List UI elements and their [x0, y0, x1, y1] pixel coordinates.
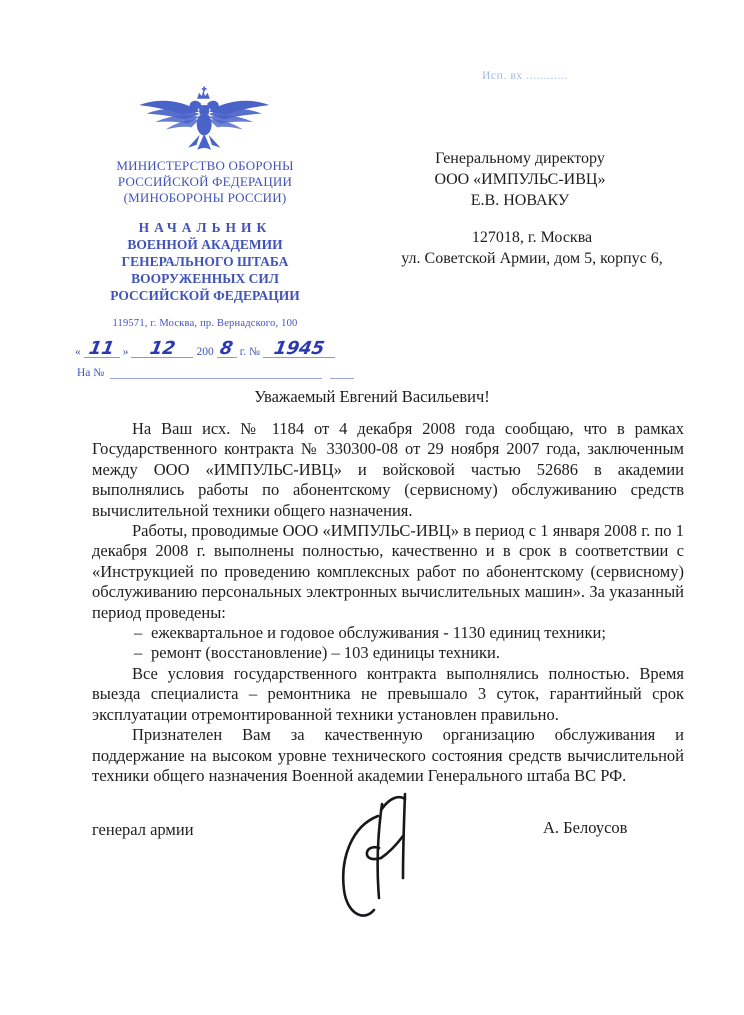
- ministry-line: (МИНОБОРОНЫ РОССИИ): [123, 190, 287, 205]
- recipient-block: [370, 148, 670, 211]
- salutation: Уважаемый Евгений Васильевич!: [254, 387, 490, 406]
- sender-title-line: НАЧАЛЬНИК: [138, 220, 272, 235]
- sender-title-line: ВООРУЖЕННЫХ СИЛ: [131, 271, 279, 286]
- sender-address: 119571, г. Москва, пр. Вернадского, 100: [112, 318, 298, 329]
- list-item-text: ежеквартальное и годовое обслуживания - 1130 единиц техники;: [151, 623, 606, 643]
- number-sign: №: [249, 346, 261, 358]
- ministry-name-block: [55, 158, 355, 206]
- open-quote: «: [74, 346, 81, 358]
- blank-underline: [110, 366, 322, 379]
- paragraph-4: Признателен Вам за качественную организацию обслуживания и поддержание на высоком уровне технического состояния средств вычислительной техники общего назначения Военной академии Генерального штаба ВС РФ.: [92, 725, 684, 785]
- recipient-address-block: [362, 227, 702, 269]
- sender-title-line: ВОЕННОЙ АКАДЕМИИ: [127, 237, 283, 252]
- recipient-address-line: 127018, г. Москва: [471, 229, 593, 246]
- recipient-line: ООО «ИМПУЛЬС-ИВЦ»: [434, 171, 606, 188]
- handwritten-year-digit: 8: [218, 338, 235, 359]
- sender-title-block: [55, 219, 355, 304]
- na-no-label: На №: [77, 367, 105, 379]
- year-printed: 200: [196, 346, 214, 358]
- recipient-line: Е.В. НОВАКУ: [470, 192, 570, 209]
- blank-underline-short: [330, 366, 354, 379]
- list-item: [92, 643, 684, 663]
- signer-name: А. Белоусов: [543, 818, 628, 837]
- close-quote: »: [122, 346, 129, 358]
- recipient-address-line: ул. Советской Армии, дом 5, корпус 6,: [401, 250, 663, 267]
- paragraph-2: Работы, проводимые ООО «ИМПУЛЬС-ИВЦ» в период с 1 января 2008 г. по 1 декабря 2008 г. выполнены полностью, качественно и в срок в соответствии с «Инструкцией по проведению комплексных работ по абонентскому (сервисному) обслуживанию персональных электронных вычислительных машин». За указанный период проведены:: [92, 521, 684, 622]
- paragraph-3: Все условия государственного контракта выполнялись полностью. Время выезда специалиста – ремонтника не превышало 3 суток, гарантийный срок эксплуатации отремонтированной техники установлен правильно.: [92, 663, 684, 724]
- double-headed-eagle-icon: [136, 86, 274, 155]
- sender-title-line: РОССИЙСКОЙ ФЕДЕРАЦИИ: [110, 288, 300, 303]
- paragraph-1: На Ваш исх. № 1184 от 4 декабря 2008 года сообщаю, что в рамках Государственного контракта № 330300-08 от 29 ноября 2007 года, заключенным между ООО «ИМПУЛЬС-ИВЦ» и войсковой частью 52686 в академии выполнялись работы по абонентскому (сервисному) обслуживанию средств вычислительной техники общего назначения.: [92, 419, 684, 520]
- handwritten-signature: [336, 784, 416, 944]
- handwritten-day: 11: [87, 338, 117, 359]
- dash-marker: –: [134, 623, 143, 643]
- handwritten-outgoing-number: 1945: [272, 338, 327, 359]
- handwritten-month: 12: [148, 338, 177, 359]
- year-g-label: г.: [239, 346, 247, 358]
- letter-body: [92, 419, 684, 786]
- ministry-line: РОССИЙСКОЙ ФЕДЕРАЦИИ: [117, 174, 293, 189]
- sender-title-line: ГЕНЕРАЛЬНОГО ШТАБА: [121, 254, 289, 269]
- dash-marker: –: [134, 643, 143, 663]
- incoming-stamp-note: Исп. вх ............: [482, 70, 568, 82]
- reply-to-number-line: [55, 366, 355, 379]
- letterhead: [55, 86, 355, 379]
- list-item-text: ремонт (восстановление) – 103 единицы техники.: [151, 643, 500, 663]
- recipient-line: Генеральному директору: [435, 150, 605, 167]
- ministry-line: МИНИСТЕРСТВО ОБОРОНЫ: [116, 158, 294, 173]
- list-item: [92, 623, 684, 643]
- date-number-line: [55, 334, 355, 358]
- signer-rank: генерал армии: [92, 820, 194, 839]
